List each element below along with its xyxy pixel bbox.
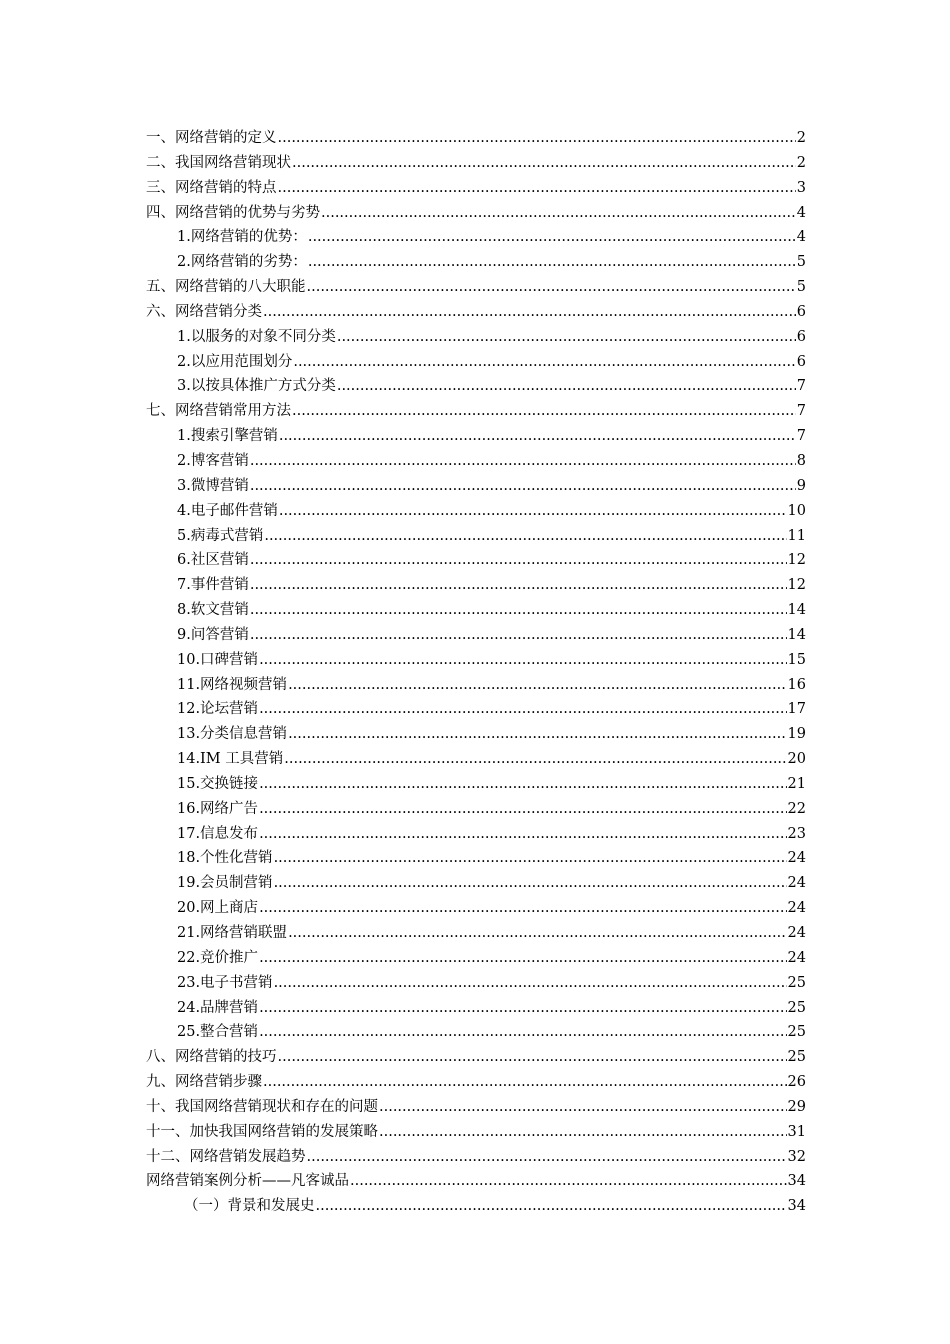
toc-entry[interactable] (146, 201, 806, 226)
toc-entry-title: 7.事件营销 (177, 577, 249, 594)
toc-entry-page-number: 12 (787, 552, 806, 569)
toc-dot-leader (250, 573, 787, 598)
toc-dot-leader (274, 846, 787, 871)
toc-dot-leader (307, 1145, 787, 1170)
toc-entry[interactable] (146, 846, 806, 871)
toc-entry-title: 17.信息发布 (177, 825, 259, 842)
toc-entry-page-number: 24 (787, 949, 806, 966)
toc-dot-leader (259, 772, 786, 797)
toc-entry-page-number: 16 (787, 676, 806, 693)
toc-entry-title: 七、网络营销常用方法 (146, 403, 291, 420)
toc-entry-title: 2.网络营销的劣势： (177, 254, 307, 271)
toc-dot-leader (259, 1020, 786, 1045)
toc-dot-leader (316, 1194, 787, 1219)
toc-entry-page-number: 7 (796, 403, 806, 420)
toc-entry[interactable] (146, 648, 806, 673)
toc-entry[interactable] (146, 1045, 806, 1070)
toc-dot-leader (288, 921, 786, 946)
toc-entry-title: 2.博客营销 (177, 452, 249, 469)
toc-dot-leader (379, 1095, 787, 1120)
toc-entry-title: 5.病毒式营销 (177, 527, 264, 544)
toc-entry-title: 11.网络视频营销 (177, 676, 288, 693)
toc-entry[interactable] (146, 1095, 806, 1120)
toc-entry-page-number: 3 (796, 179, 806, 196)
toc-dot-leader (308, 250, 796, 275)
toc-entry-title: 1.以服务的对象不同分类 (177, 328, 336, 345)
toc-entry-page-number: 24 (787, 875, 806, 892)
table-of-contents (146, 126, 806, 1219)
toc-dot-leader (350, 1169, 787, 1194)
toc-entry-page-number: 19 (787, 726, 806, 743)
toc-entry-title: 19.会员制营销 (177, 875, 273, 892)
toc-entry[interactable] (146, 300, 806, 325)
toc-dot-leader (308, 225, 796, 250)
toc-entry-page-number: 7 (796, 428, 806, 445)
toc-entry-page-number: 25 (787, 974, 806, 991)
toc-entry[interactable] (146, 424, 806, 449)
toc-entry[interactable] (146, 971, 806, 996)
toc-entry-title: 3.以按具体推广方式分类 (177, 378, 336, 395)
toc-entry-page-number: 26 (787, 1074, 806, 1091)
toc-entry-page-number: 4 (796, 229, 806, 246)
toc-entry-page-number: 6 (796, 353, 806, 370)
toc-entry-page-number: 34 (787, 1173, 806, 1190)
toc-entry[interactable] (146, 176, 806, 201)
toc-entry-title: 13.分类信息营销 (177, 726, 288, 743)
toc-entry-page-number: 6 (796, 328, 806, 345)
toc-dot-leader (259, 697, 786, 722)
toc-entry-title: 20.网上商店 (177, 900, 259, 917)
toc-entry-title: （一）背景和发展史 (184, 1198, 315, 1215)
toc-entry-page-number: 2 (796, 154, 806, 171)
toc-dot-leader (259, 822, 786, 847)
toc-entry-page-number: 31 (787, 1123, 806, 1140)
toc-entry-title: 二、我国网络营销现状 (146, 154, 291, 171)
toc-entry-page-number: 14 (787, 602, 806, 619)
toc-entry-title: 22.竞价推广 (177, 949, 259, 966)
toc-entry[interactable] (146, 524, 806, 549)
toc-entry-page-number: 4 (796, 204, 806, 221)
toc-dot-leader (259, 996, 786, 1021)
toc-entry-page-number: 21 (787, 775, 806, 792)
toc-entry[interactable] (146, 697, 806, 722)
toc-entry[interactable] (146, 499, 806, 524)
toc-dot-leader (288, 673, 786, 698)
toc-entry[interactable] (146, 1020, 806, 1045)
toc-entry[interactable] (146, 275, 806, 300)
toc-entry[interactable] (146, 996, 806, 1021)
toc-dot-leader (250, 548, 787, 573)
toc-entry-title: 6.社区营销 (177, 552, 249, 569)
toc-entry-page-number: 5 (796, 279, 806, 296)
toc-dot-leader (274, 971, 787, 996)
toc-dot-leader (259, 648, 786, 673)
toc-entry-page-number: 22 (787, 800, 806, 817)
toc-entry[interactable] (146, 673, 806, 698)
toc-entry[interactable] (146, 449, 806, 474)
toc-entry-page-number: 29 (787, 1098, 806, 1115)
toc-entry-title: 2.以应用范围划分 (177, 353, 293, 370)
toc-dot-leader (337, 325, 796, 350)
toc-entry-page-number: 9 (796, 477, 806, 494)
toc-entry[interactable] (146, 1169, 806, 1194)
toc-dot-leader (278, 126, 796, 151)
toc-entry-page-number: 32 (787, 1148, 806, 1165)
toc-entry-title: 18.个性化营销 (177, 850, 273, 867)
toc-entry-title: 1.搜索引擎营销 (177, 428, 278, 445)
toc-entry[interactable] (146, 747, 806, 772)
toc-entry-title: 10.口碑营销 (177, 651, 259, 668)
toc-dot-leader (263, 1070, 787, 1095)
toc-entry[interactable] (146, 797, 806, 822)
toc-entry-title: 24.品牌营销 (177, 999, 259, 1016)
toc-entry[interactable] (146, 126, 806, 151)
toc-entry-page-number: 11 (787, 527, 806, 544)
toc-entry-title: 21.网络营销联盟 (177, 925, 288, 941)
toc-entry[interactable] (146, 598, 806, 623)
toc-entry-page-number: 25 (787, 1049, 806, 1066)
toc-entry-page-number: 24 (787, 925, 806, 941)
toc-entry-title: 4.电子邮件营销 (177, 502, 278, 519)
toc-entry-title: 15.交换链接 (177, 775, 259, 792)
toc-dot-leader (259, 946, 786, 971)
toc-dot-leader (337, 374, 796, 399)
toc-entry-title: 3.微博营销 (177, 477, 249, 494)
toc-entry[interactable] (146, 921, 806, 946)
toc-entry-title: 三、网络营销的特点 (146, 179, 277, 196)
toc-entry-page-number: 15 (787, 651, 806, 668)
toc-dot-leader (264, 524, 786, 549)
toc-dot-leader (250, 623, 787, 648)
toc-entry-title: 五、网络营销的八大职能 (146, 279, 306, 296)
toc-entry[interactable] (146, 1120, 806, 1145)
toc-entry[interactable] (146, 225, 806, 250)
toc-entry-title: 十、我国网络营销现状和存在的问题 (146, 1098, 378, 1115)
toc-entry-page-number: 25 (787, 999, 806, 1016)
toc-entry[interactable] (146, 350, 806, 375)
toc-entry-page-number: 17 (787, 701, 806, 718)
toc-dot-leader (292, 399, 796, 424)
toc-entry-page-number: 14 (787, 626, 806, 643)
toc-dot-leader (274, 871, 787, 896)
toc-dot-leader (288, 722, 786, 747)
toc-dot-leader (250, 598, 787, 623)
toc-dot-leader (307, 275, 796, 300)
toc-dot-leader (259, 797, 786, 822)
toc-entry[interactable] (146, 573, 806, 598)
toc-entry[interactable] (146, 946, 806, 971)
toc-entry-page-number: 20 (787, 751, 806, 768)
toc-entry[interactable] (146, 822, 806, 847)
toc-entry-page-number: 7 (796, 378, 806, 395)
toc-entry-title: 网络营销案例分析——凡客诚品 (146, 1173, 349, 1190)
toc-entry-title: 9.问答营销 (177, 626, 249, 643)
toc-dot-leader (292, 151, 796, 176)
toc-entry[interactable] (146, 623, 806, 648)
toc-dot-leader (250, 474, 796, 499)
toc-entry-page-number: 23 (787, 825, 806, 842)
toc-entry[interactable] (146, 374, 806, 399)
toc-entry[interactable] (146, 151, 806, 176)
toc-entry-title: 1.网络营销的优势： (177, 229, 307, 246)
toc-entry-title: 8.软文营销 (177, 602, 249, 619)
toc-entry-title: 12.论坛营销 (177, 701, 259, 718)
toc-entry-title: 十一、加快我国网络营销的发展策略 (146, 1123, 378, 1140)
toc-dot-leader (279, 499, 787, 524)
toc-entry[interactable] (146, 1070, 806, 1095)
toc-dot-leader (293, 350, 795, 375)
toc-entry[interactable] (146, 1145, 806, 1170)
toc-dot-leader (379, 1120, 787, 1145)
toc-entry-page-number: 24 (787, 850, 806, 867)
toc-entry[interactable] (146, 474, 806, 499)
toc-entry[interactable] (146, 1194, 806, 1219)
toc-entry-title: 一、网络营销的定义 (146, 130, 277, 146)
toc-dot-leader (250, 449, 796, 474)
toc-entry-page-number: 34 (787, 1198, 806, 1215)
toc-entry[interactable] (146, 896, 806, 921)
toc-entry[interactable] (146, 250, 806, 275)
toc-entry-title: 四、网络营销的优势与劣势 (146, 204, 320, 221)
toc-entry[interactable] (146, 772, 806, 797)
toc-entry-page-number: 24 (787, 900, 806, 917)
toc-entry-page-number: 25 (787, 1024, 806, 1041)
toc-entry-title: 九、网络营销步骤 (146, 1074, 262, 1091)
toc-entry[interactable] (146, 399, 806, 424)
toc-entry-page-number: 5 (796, 254, 806, 271)
toc-entry[interactable] (146, 722, 806, 747)
toc-dot-leader (284, 747, 786, 772)
toc-dot-leader (321, 201, 796, 226)
toc-dot-leader (279, 424, 796, 449)
toc-entry-title: 14.IM 工具营销 (177, 751, 284, 768)
toc-dot-leader (259, 896, 786, 921)
toc-entry-title: 八、网络营销的技巧 (146, 1049, 277, 1066)
toc-entry-title: 十二、网络营销发展趋势 (146, 1148, 306, 1165)
toc-dot-leader (278, 1045, 787, 1070)
toc-entry[interactable] (146, 325, 806, 350)
toc-entry-title: 六、网络营销分类 (146, 303, 262, 320)
toc-entry[interactable] (146, 871, 806, 896)
toc-dot-leader (263, 300, 796, 325)
toc-entry-page-number: 10 (787, 502, 806, 519)
toc-entry[interactable] (146, 548, 806, 573)
toc-entry-title: 23.电子书营销 (177, 974, 273, 991)
toc-entry-page-number: 8 (796, 452, 806, 469)
toc-entry-title: 16.网络广告 (177, 800, 259, 817)
toc-dot-leader (278, 176, 796, 201)
toc-entry-page-number: 6 (796, 303, 806, 320)
toc-entry-title: 25.整合营销 (177, 1024, 259, 1041)
toc-entry-page-number: 12 (787, 577, 806, 594)
toc-entry-page-number: 2 (796, 130, 806, 146)
